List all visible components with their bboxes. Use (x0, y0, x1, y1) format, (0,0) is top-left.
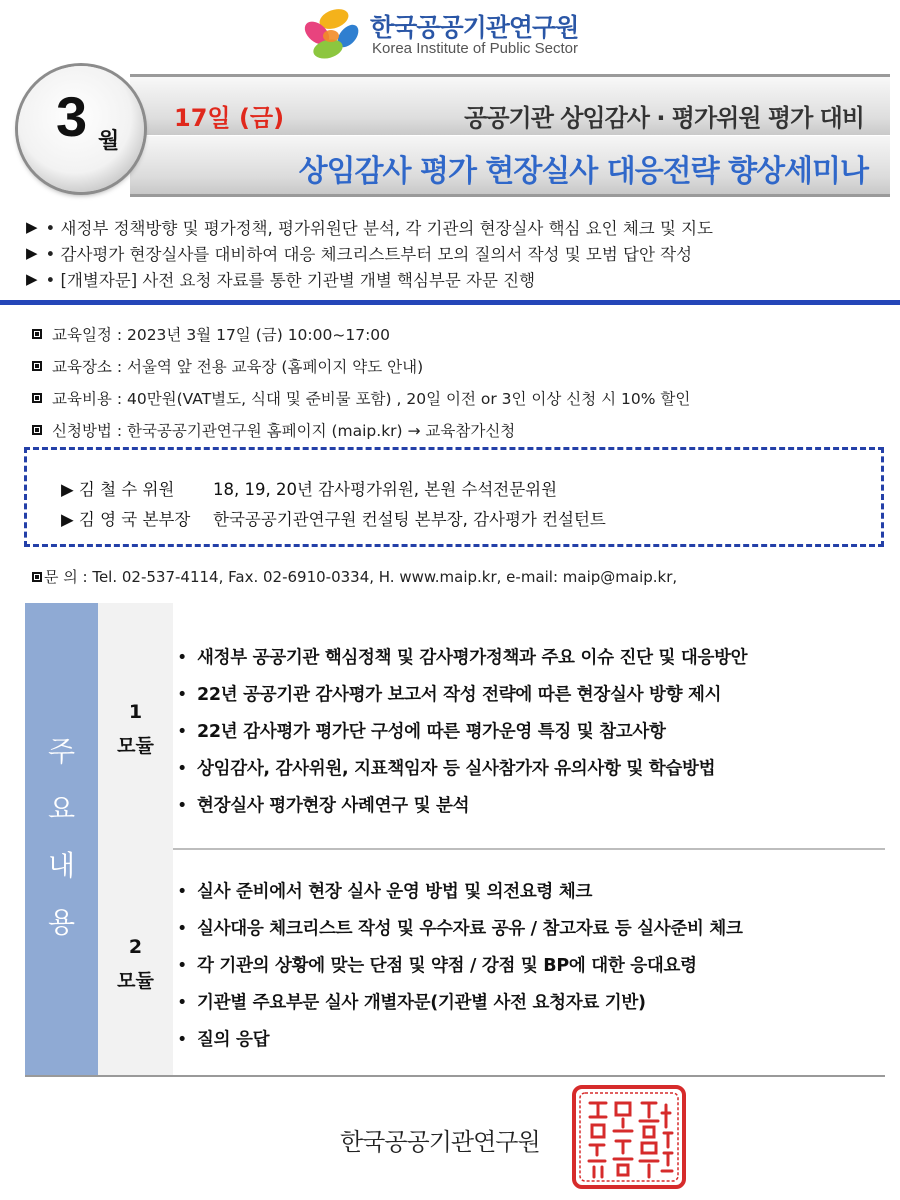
row-divider (173, 848, 885, 850)
module-item: • 현장실사 평가현장 사례연구 및 분석 (173, 788, 885, 825)
logo-petals-icon (300, 6, 364, 62)
instructor-row (61, 506, 606, 530)
month-badge (18, 66, 144, 192)
instructor-desc: 18, 19, 20년 감사평가위원, 본원 수석전문위원 (213, 480, 558, 499)
square-bullet-icon (32, 572, 42, 582)
month-unit: 월 (98, 129, 120, 154)
seal-stamp-icon (570, 1083, 688, 1191)
instructor-row (61, 476, 557, 500)
intro-item (26, 266, 886, 292)
section-divider (0, 300, 900, 305)
module-item: • 각 기관의 상황에 맞는 단점 및 약점 / 강점 및 BP에 대한 응대요령 (173, 948, 885, 985)
module-1-content (173, 640, 885, 825)
title-banner (130, 74, 890, 196)
contact-line (32, 566, 677, 587)
info-fee (32, 382, 892, 414)
intro-item (26, 240, 886, 266)
info-location (32, 350, 892, 382)
side-label-char: 용 (47, 906, 76, 939)
module-1-cell (98, 603, 173, 848)
module-number: 1 (128, 701, 143, 723)
event-date: 17일 (금) (174, 104, 285, 132)
triangle-bullet-icon: ▶ (26, 244, 38, 262)
side-label-char: 주 (47, 735, 76, 768)
main-content-label (25, 603, 98, 1075)
module-item: • 질의 응답 (173, 1022, 885, 1059)
event-info-list (32, 318, 892, 446)
module-item: • 실사 준비에서 현장 실사 운영 방법 및 의전요령 체크 (173, 874, 885, 911)
intro-text: • 감사평가 현장실사를 대비하여 대응 체크리스트부터 모의 질의서 작성 및 모범 답안 작성 (45, 245, 693, 264)
info-apply (32, 414, 892, 446)
side-label-char: 내 (47, 849, 76, 882)
info-text: 신청방법 : 한국공공기관연구원 홈페이지 (maip.kr) → 교육참가신청 (52, 422, 516, 440)
module-item: • 상임감사, 감사위원, 지표책임자 등 실사참가자 유의사항 및 학습방법 (173, 751, 885, 788)
module-item: • 22년 감사평가 평가단 구성에 따른 평가운영 특징 및 참고사항 (173, 714, 885, 751)
square-bullet-icon (32, 361, 42, 371)
info-text: 교육장소 : 서울역 앞 전용 교육장 (홈페이지 약도 안내) (52, 358, 424, 376)
info-text: 교육일정 : 2023년 3월 17일 (금) 10:00~17:00 (52, 326, 391, 344)
module-label: 모듈 (117, 735, 154, 757)
table-bottom-border (25, 1075, 885, 1077)
module-number: 2 (128, 936, 143, 958)
instructors-box (24, 447, 884, 547)
org-name-en: Korea Institute of Public Sector (372, 40, 578, 57)
side-label-char: 요 (47, 792, 76, 825)
module-2-cell (98, 848, 173, 1075)
instructor-desc: 한국공공기관연구원 컨설팅 본부장, 감사평가 컨설턴트 (213, 510, 606, 529)
module-item: • 22년 공공기관 감사평가 보고서 작성 전략에 따른 현장실사 방향 제시 (173, 677, 885, 714)
instructor-name: ▶ 김 영 국 본부장 (61, 510, 191, 529)
module-item: • 실사대응 체크리스트 작성 및 우수자료 공유 / 참고자료 등 실사준비 체크 (173, 911, 885, 948)
intro-bullets (26, 214, 886, 292)
official-seal-stamp (570, 1083, 688, 1191)
month-number: 3 (56, 85, 88, 148)
square-bullet-icon (32, 393, 42, 403)
module-2-content (173, 874, 885, 1059)
org-logo (300, 6, 630, 62)
event-title: 상임감사 평가 현장실사 대응전략 향상세미나 (298, 154, 868, 189)
module-item: • 새정부 공공기관 핵심정책 및 감사평가정책과 주요 이슈 진단 및 대응방안 (173, 640, 885, 677)
square-bullet-icon (32, 425, 42, 435)
contact-text: 문 의 : Tel. 02-537-4114, Fax. 02-6910-0334, H. www.maip.kr, e-mail: maip@maip.kr, (44, 568, 678, 586)
intro-item (26, 214, 886, 240)
intro-text: • [개별자문] 사전 요청 자료를 통한 기관별 개별 핵심부문 자문 진행 (45, 271, 536, 290)
event-subtitle: 공공기관 상임감사 · 평가위원 평가 대비 (464, 104, 864, 132)
module-label: 모듈 (117, 970, 154, 992)
triangle-bullet-icon: ▶ (26, 218, 38, 236)
org-name-ko: 한국공공기관연구원 (370, 13, 579, 42)
info-schedule (32, 318, 892, 350)
intro-text: • 새정부 정책방향 및 평가정책, 평가위원단 분석, 각 기관의 현장실사 핵심 요인 체크 및 지도 (45, 219, 714, 238)
info-text: 교육비용 : 40만원(VAT별도, 식대 및 준비물 포함) , 20일 이전 or 3인 이상 신청 시 10% 할인 (52, 390, 691, 408)
module-item: • 기관별 주요부문 실사 개별자문(기관별 사전 요청자료 기반) (173, 985, 885, 1022)
square-bullet-icon (32, 329, 42, 339)
triangle-bullet-icon: ▶ (26, 270, 38, 288)
instructor-name: ▶ 김 철 수 위원 (61, 480, 175, 499)
footer-org-name: 한국공공기관연구원 (340, 1128, 540, 1156)
